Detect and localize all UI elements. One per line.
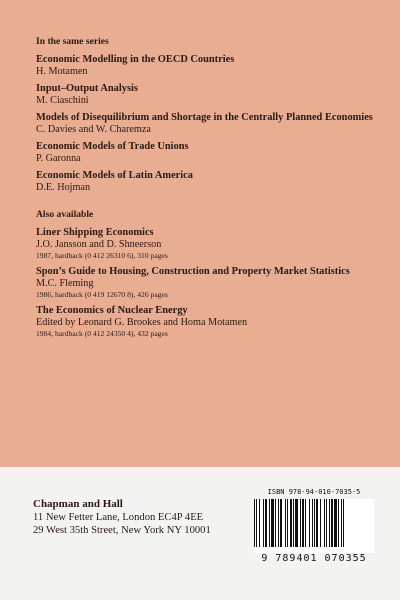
publisher-address-newyork: 29 West 35th Street, New York NY 10001 [33,525,211,536]
barcode-digits: 9 789401 070355 [261,553,367,564]
isbn-barcode [254,488,374,572]
book-author: C. Davies and W. Charemza [36,124,151,135]
section-spacer [36,199,376,209]
series-book [36,141,376,165]
book-title: Input–Output Analysis [36,83,138,94]
book-title: Liner Shipping Economics [36,227,154,238]
available-book [36,227,376,261]
book-author: J.O. Jansson and D. Shneerson [36,239,162,250]
series-book [36,112,376,136]
book-meta: 1987, hardback (0 412 26310 6), 310 pages [36,251,168,260]
book-author: H. Motamen [36,66,88,77]
isbn-label: ISBN 978-94-010-7035-5 [267,488,361,496]
book-author: M.C. Fleming [36,278,94,289]
book-title: The Economics of Nuclear Energy [36,305,188,316]
book-title: Economic Modelling in the OECD Countries [36,54,235,65]
series-book [36,170,376,194]
book-title: Economic Models of Trade Unions [36,141,189,152]
book-author: M. Ciaschini [36,95,89,106]
series-book [36,54,376,78]
book-author: D.E. Hojman [36,182,91,193]
also-available-heading: Also available [36,209,94,220]
barcode-bar [343,499,344,547]
book-title: Economic Models of Latin America [36,170,193,181]
book-title: Spon’s Guide to Housing, Construction and Property Market Statistics [36,266,350,277]
publisher-address-london: 11 New Fetter Lane, London EC4P 4EE [33,512,204,523]
series-book [36,83,376,107]
series-heading: In the same series [36,36,109,47]
book-list [36,36,376,344]
publisher-info [33,498,273,537]
book-meta: 1986, hardback (0 419 12670 8), 426 pages [36,290,168,299]
barcode-bars [254,499,374,553]
book-author: P. Garonna [36,153,81,164]
book-meta: 1984, hardback (0 412 24350 4), 432 pages [36,329,168,338]
available-book [36,305,376,339]
book-title: Models of Disequilibrium and Shortage in the Centrally Planned Economies [36,112,373,123]
publisher-name: Chapman and Hall [33,498,123,510]
available-book [36,266,376,300]
book-author: Edited by Leonard G. Brookes and Homa Motamen [36,317,248,328]
